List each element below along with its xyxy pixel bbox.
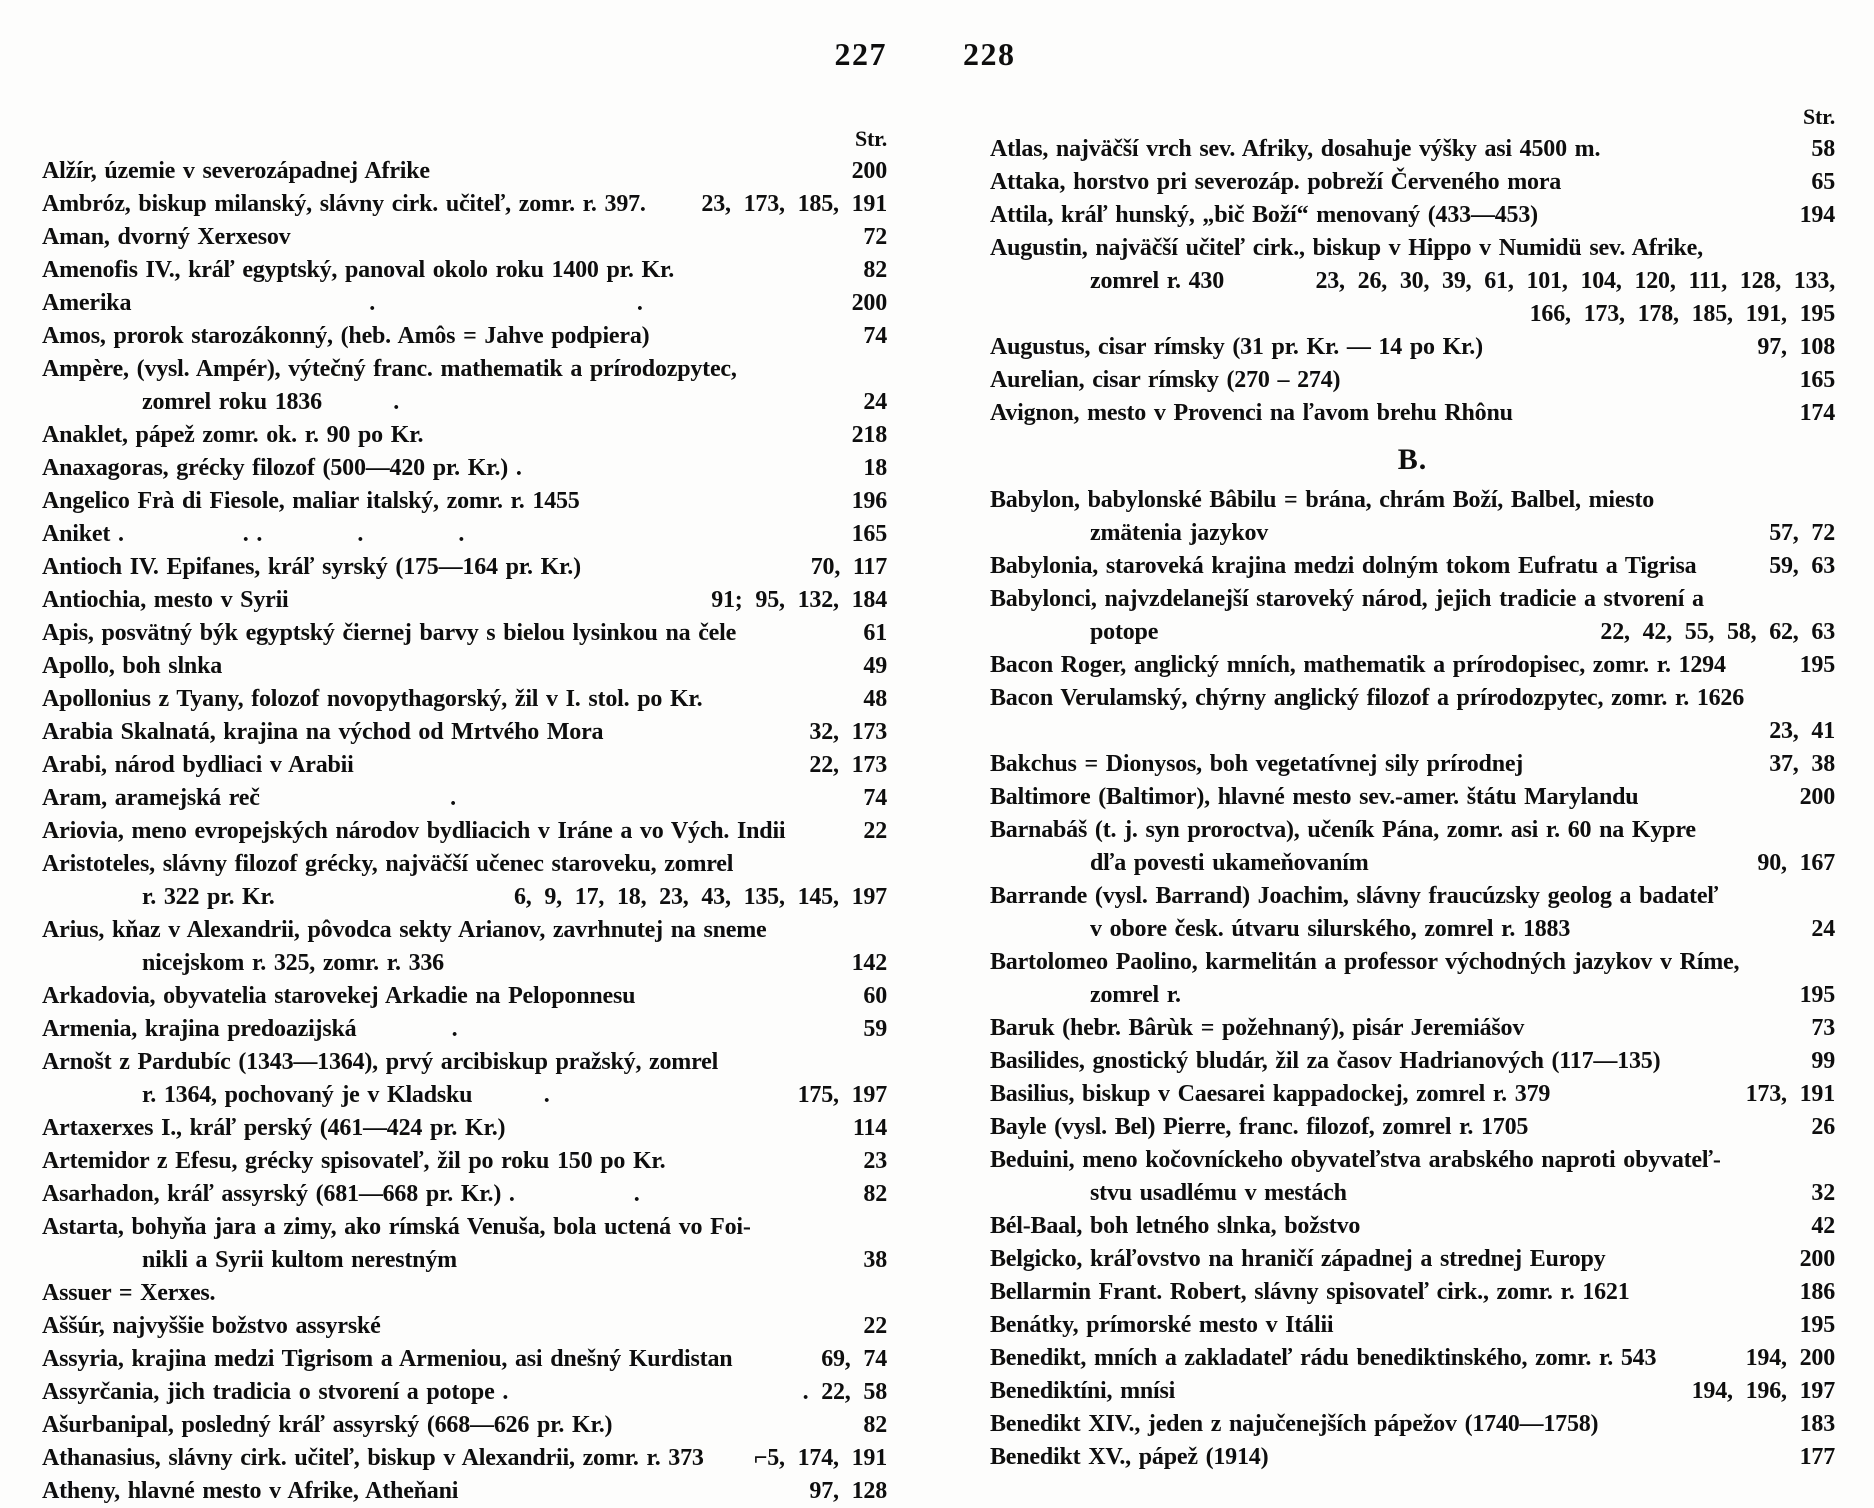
section-header: B. <box>1397 443 1428 476</box>
entry-text: Apis, posvätný býk egyptský čiernej barvy s bielou lysinkou na čele <box>42 620 737 646</box>
entry-text: nikli a Syrii kultom nerestným <box>142 1247 457 1273</box>
index-entry-line <box>42 1013 887 1046</box>
entry-page-numbers: 200 <box>1799 1246 1835 1272</box>
index-entry-line <box>42 1376 887 1409</box>
entry-text: stvu usadlému v mestách <box>1090 1180 1347 1206</box>
index-entry-line <box>42 1310 887 1343</box>
entry-page-numbers: 200 <box>851 158 887 184</box>
index-entry-line <box>990 682 1835 715</box>
entry-page-numbers: 195 <box>1799 652 1835 678</box>
entry-text: Antioch IV. Epifanes, kráľ syrský (175—164 pr. Kr.) <box>42 554 581 580</box>
entry-text: Athanasius, slávny cirk. učiteľ, biskup v Alexandrii, zomr. r. 373 <box>42 1445 704 1471</box>
entry-text: Benediktíni, mnísi <box>990 1378 1176 1404</box>
index-entries-left <box>42 155 887 1508</box>
index-entry-line <box>42 155 887 188</box>
index-entry-line <box>42 419 887 452</box>
entry-page-numbers: 218 <box>851 422 887 448</box>
entry-page-numbers: 142 <box>851 950 887 976</box>
index-entry-line <box>42 1145 887 1178</box>
entry-text: Babylonci, najvzdelanejší staroveký národ, jejich tradicie a stvorení a <box>990 586 1704 612</box>
entry-page-numbers: 32 <box>1811 1180 1835 1206</box>
entry-page-numbers: 99 <box>1811 1048 1835 1074</box>
entry-text: Ampère, (vysl. Ampér), výtečný franc. mathematik a prírodozpytec, <box>42 356 737 382</box>
entry-text: v obore česk. útvaru silurského, zomrel r. 1883 <box>1090 916 1571 942</box>
entry-page-numbers: 59, 63 <box>1769 553 1835 579</box>
index-entry-line <box>42 485 887 518</box>
index-entry-line <box>42 617 887 650</box>
entry-page-numbers: 177 <box>1799 1444 1835 1470</box>
entry-page-numbers: 6, 9, 17, 18, 23, 43, 135, 145, 197 <box>513 884 887 910</box>
index-entry-line <box>42 1277 887 1310</box>
entry-text: Bartolomeo Paolino, karmelitán a professor východných jazykov v Ríme, <box>990 949 1740 975</box>
index-entry-line <box>990 715 1835 748</box>
entry-text: Alžír, územie v severozápadnej Afrike <box>42 158 430 184</box>
entry-page-numbers: 70, 117 <box>810 554 887 580</box>
entry-text: Atlas, najväčší vrch sev. Afriky, dosahuje výšky asi 4500 m. <box>990 136 1601 162</box>
entry-text: Artemidor z Efesu, grécky spisovateľ, žil po roku 150 po Kr. <box>42 1148 666 1174</box>
entry-text: Bellarmin Frant. Robert, slávny spisovateľ cirk., zomr. r. 1621 <box>990 1279 1630 1305</box>
index-entry-line <box>990 1408 1835 1441</box>
entry-text: Assuer = Xerxes. <box>42 1280 216 1306</box>
index-entry-line <box>42 551 887 584</box>
entry-page-numbers: . 22, 58 <box>802 1379 887 1405</box>
entry-page-numbers: 194 <box>1799 202 1835 228</box>
page-number-right: 228 <box>963 36 1016 72</box>
entry-page-numbers: 90, 167 <box>1757 850 1835 876</box>
entry-text: Benátky, prímorské mesto v Itálii <box>990 1312 1334 1338</box>
entry-page-numbers: 22, 42, 55, 58, 62, 63 <box>1600 619 1835 645</box>
index-entry-line <box>42 1211 887 1244</box>
index-entry-line <box>42 683 887 716</box>
entry-page-numbers: 73 <box>1811 1015 1835 1041</box>
index-entry-line <box>990 748 1835 781</box>
entry-page-numbers: 60 <box>863 983 887 1009</box>
str-column-label-left: Str. <box>854 126 887 151</box>
index-entry-line <box>990 1144 1835 1177</box>
entry-page-numbers: 82 <box>863 257 887 283</box>
index-entry-line <box>42 1079 887 1112</box>
entry-page-numbers: 165 <box>851 521 887 547</box>
entry-page-numbers: 194, 196, 197 <box>1691 1378 1835 1404</box>
entry-page-numbers: 48 <box>863 686 887 712</box>
entry-page-numbers: 194, 200 <box>1745 1345 1835 1371</box>
entry-text: Aniket . . . . . <box>42 521 465 547</box>
index-entry-line <box>990 265 1835 298</box>
index-entry-line <box>990 364 1835 397</box>
entry-text: Baruk (hebr. Bârùk = požehnaný), pisár Jeremiášov <box>990 1015 1525 1041</box>
index-entry-line <box>42 716 887 749</box>
entry-text: Angelico Frà di Fiesole, maliar italský, zomr. r. 1455 <box>42 488 580 514</box>
entry-text: potope <box>1090 619 1159 645</box>
entry-page-numbers: 37, 38 <box>1769 751 1835 777</box>
entry-text: Assyrčania, jich tradicia o stvorení a potope . <box>42 1379 509 1405</box>
index-entry-line <box>990 1045 1835 1078</box>
index-entry-line <box>42 1475 887 1508</box>
entry-text: Aman, dvorný Xerxesov <box>42 224 291 250</box>
index-entry-line <box>990 1210 1835 1243</box>
entry-text: Arkadovia, obyvatelia starovekej Arkadie na Peloponnesu <box>42 983 636 1009</box>
entry-page-numbers: 57, 72 <box>1769 520 1835 546</box>
entry-page-numbers: 175, 197 <box>797 1082 887 1108</box>
entry-page-numbers: 183 <box>1799 1411 1835 1437</box>
entry-text: zmätenia jazykov <box>1090 520 1269 546</box>
entry-text: nicejskom r. 325, zomr. r. 336 <box>142 950 444 976</box>
entry-text: Arnošt z Pardubíc (1343—1364), prvý arcibiskup pražský, zomrel <box>42 1049 719 1075</box>
entry-page-numbers: 22 <box>863 818 887 844</box>
entry-text: Assyria, krajina medzi Tigrisom a Armeniou, asi dnešný Kurdistan <box>42 1346 733 1372</box>
index-entry-line <box>990 1078 1835 1111</box>
index-entry-line <box>42 1409 887 1442</box>
entry-page-numbers: 59 <box>863 1016 887 1042</box>
index-entry-line <box>42 914 887 947</box>
index-entry-line <box>42 386 887 419</box>
entry-text: Augustus, cisar rímsky (31 pr. Kr. — 14 po Kr.) <box>990 334 1483 360</box>
entry-text: Apollo, boh slnka <box>42 653 223 679</box>
entry-text: Asarhadon, kráľ assyrský (681—668 pr. Kr.) . . <box>42 1181 640 1207</box>
entry-text: Amenofis IV., kráľ egyptský, panoval okolo roku 1400 pr. Kr. <box>42 257 675 283</box>
index-entry-line <box>42 287 887 320</box>
entry-text: Aššúr, najvyššie božstvo assyrské <box>42 1313 381 1339</box>
entry-page-numbers: 26 <box>1811 1114 1835 1140</box>
entry-page-numbers: 65 <box>1811 169 1835 195</box>
index-entry-line <box>990 199 1835 232</box>
entry-text: Bacon Verulamský, chýrny anglický filozof a prírodozpytec, zomr. r. 1626 <box>990 685 1745 711</box>
entry-text: Aurelian, cisar rímsky (270 – 274) <box>990 367 1341 393</box>
entry-text: zomrel r. <box>1090 982 1181 1008</box>
index-entry-line <box>990 946 1835 979</box>
entry-page-numbers: 22 <box>863 1313 887 1339</box>
entry-text: Artaxerxes I., kráľ perský (461—424 pr. Kr.) <box>42 1115 506 1141</box>
index-entry-line <box>990 133 1835 166</box>
entry-page-numbers: 165 <box>1799 367 1835 393</box>
entry-page-numbers: 61 <box>863 620 887 646</box>
entry-page-numbers: 23, 41 <box>1769 718 1835 744</box>
entry-text: Attila, kráľ hunský, „bič Boží“ menovaný (433—453) <box>990 202 1538 228</box>
index-entry-line <box>42 320 887 353</box>
entry-text: Astarta, bohyňa jara a zimy, ako rímská Venuša, bola uctená vo Foi- <box>42 1214 751 1240</box>
index-column-left <box>42 122 887 1508</box>
index-column-right <box>990 100 1835 1474</box>
index-entry-line <box>990 1309 1835 1342</box>
entry-text: Ariovia, meno evropejských národov bydliacich v Iráne a vo Vých. Indii <box>42 818 786 844</box>
entry-text: Benedikt XV., pápež (1914) <box>990 1444 1269 1470</box>
entry-page-numbers: 22, 173 <box>809 752 887 778</box>
index-entry-line <box>42 980 887 1013</box>
index-entry-line <box>990 1276 1835 1309</box>
index-entry-line <box>42 353 887 386</box>
index-entry-line <box>990 1177 1835 1210</box>
entry-page-numbers: 23, 26, 30, 39, 61, 101, 104, 120, 111, 128, 133, <box>1315 268 1835 294</box>
entry-text: Babylon, babylonské Bâbilu = brána, chrám Boží, Balbel, miesto <box>990 487 1655 513</box>
entry-page-numbers: 91; 95, 132, 184 <box>711 587 887 613</box>
index-entry-line <box>42 1046 887 1079</box>
entry-page-numbers: 74 <box>863 323 887 349</box>
entry-page-numbers: 200 <box>1799 784 1835 810</box>
entry-text: Arabia Skalnatá, krajina na východ od Mrtvého Mora <box>42 719 604 745</box>
entry-text: Baltimore (Baltimor), hlavné mesto sev.-amer. štátu Marylandu <box>990 784 1639 810</box>
index-entry-line <box>42 221 887 254</box>
index-entry-line <box>990 979 1835 1012</box>
index-entry-line <box>42 1343 887 1376</box>
entry-page-numbers: 114 <box>852 1115 887 1141</box>
index-entry-line <box>990 1342 1835 1375</box>
index-entry-line <box>990 847 1835 880</box>
entry-text: Ambróz, biskup milanský, slávny cirk. učiteľ, zomr. r. 397. <box>42 191 646 217</box>
index-entry-line <box>990 814 1835 847</box>
index-entry-line <box>42 254 887 287</box>
entry-text: Bél-Baal, boh letného slnka, božstvo <box>990 1213 1361 1239</box>
index-entry-line <box>42 1442 887 1475</box>
entry-page-numbers: 23 <box>863 1148 887 1174</box>
entry-text: Basilius, biskup v Caesarei kappadockej, zomrel r. 379 <box>990 1081 1551 1107</box>
index-entry-line <box>990 232 1835 265</box>
entry-page-numbers: 18 <box>863 455 887 481</box>
entry-page-numbers: 196 <box>851 488 887 514</box>
entry-page-numbers: 42 <box>1811 1213 1835 1239</box>
entry-page-numbers: 200 <box>851 290 887 316</box>
entry-text: Amerika . . <box>42 290 643 316</box>
index-entry-line <box>990 880 1835 913</box>
index-entry-line <box>990 484 1835 517</box>
entry-text: Atheny, hlavné mesto v Afrike, Atheňani <box>42 1478 459 1504</box>
index-entry-line <box>990 397 1835 430</box>
entry-text: Antiochia, mesto v Syrii <box>42 587 289 613</box>
entry-text: Attaka, horstvo pri severozáp. pobreží Červeného mora <box>990 169 1562 195</box>
index-entry-line <box>990 616 1835 649</box>
entry-text: dľa povesti ukameňovaním <box>1090 850 1369 876</box>
entry-page-numbers: ⌐5, 174, 191 <box>753 1445 887 1471</box>
entry-text: Augustin, najväčší učiteľ cirk., biskup v Hippo v Numidü sev. Afrike, <box>990 235 1703 261</box>
entry-text: Barnabáš (t. j. syn proroctva), učeník Pána, zomr. asi r. 60 na Kypre <box>990 817 1696 843</box>
index-entry-line <box>42 584 887 617</box>
index-entry-line <box>42 782 887 815</box>
entry-page-numbers: 173, 191 <box>1745 1081 1835 1107</box>
index-entry-line <box>990 649 1835 682</box>
entry-page-numbers: 32, 173 <box>809 719 887 745</box>
index-entry-line <box>42 452 887 485</box>
str-column-label-right: Str. <box>1802 104 1835 129</box>
index-entry-line <box>42 518 887 551</box>
index-entry-line <box>42 815 887 848</box>
entry-page-numbers: 24 <box>863 389 887 415</box>
entry-text: Benedikt, mních a zakladateľ rádu benediktinského, zomr. r. 543 <box>990 1345 1657 1371</box>
index-entry-line <box>42 881 887 914</box>
entry-text: Avignon, mesto v Provenci na ľavom brehu Rhônu <box>990 400 1513 426</box>
entry-page-numbers: 69, 74 <box>821 1346 887 1372</box>
entry-text: Benedikt XIV., jeden z najučenejších pápežov (1740—1758) <box>990 1411 1599 1437</box>
entry-page-numbers: 82 <box>863 1412 887 1438</box>
index-entry-line <box>990 913 1835 946</box>
index-entry-line <box>42 188 887 221</box>
index-entry-line <box>990 1243 1835 1276</box>
index-entry-line <box>42 650 887 683</box>
entry-page-numbers: 195 <box>1799 982 1835 1008</box>
entry-page-numbers: 97, 108 <box>1757 334 1835 360</box>
entry-text: r. 1364, pochovaný je v Kladsku . <box>142 1082 550 1108</box>
index-entry-line <box>990 781 1835 814</box>
index-entry-line <box>990 550 1835 583</box>
entry-text: Apollonius z Tyany, folozof novopythagorský, žil v I. stol. po Kr. <box>42 686 703 712</box>
index-entry-line <box>42 1112 887 1145</box>
entry-page-numbers: 72 <box>863 224 887 250</box>
entry-page-numbers: 74 <box>863 785 887 811</box>
entry-text: Ašurbanipal, posledný kráľ assyrský (668—626 pr. Kr.) <box>42 1412 613 1438</box>
index-entry-line <box>42 749 887 782</box>
entry-text: zomrel r. 430 <box>1090 268 1225 294</box>
index-entry-line <box>990 1012 1835 1045</box>
entry-text: Arius, kňaz v Alexandrii, pôvodca sekty Arianov, zavrhnutej na sneme <box>42 917 767 943</box>
entry-text: Anaklet, pápež zomr. ok. r. 90 po Kr. <box>42 422 424 448</box>
index-entry-line <box>42 947 887 980</box>
entry-page-numbers: 49 <box>863 653 887 679</box>
entry-text: Bayle (vysl. Bel) Pierre, franc. filozof, zomrel r. 1705 <box>990 1114 1529 1140</box>
entry-page-numbers: 166, 173, 178, 185, 191, 195 <box>1529 301 1835 327</box>
index-entry-line <box>990 517 1835 550</box>
entry-page-numbers: 24 <box>1811 916 1835 942</box>
index-entry-line <box>990 1375 1835 1408</box>
entry-text: Aristoteles, slávny filozof grécky, najväčší učenec staroveku, zomrel <box>42 851 734 877</box>
entry-text: Bacon Roger, anglický mních, mathematik a prírodopisec, zomr. r. 1294 <box>990 652 1726 678</box>
entry-page-numbers: 97, 128 <box>809 1478 887 1504</box>
entry-text: r. 322 pr. Kr. <box>142 884 275 910</box>
entry-page-numbers: 174 <box>1799 400 1835 426</box>
index-entry-line <box>42 848 887 881</box>
entry-page-numbers: 195 <box>1799 1312 1835 1338</box>
entry-text: Aram, aramejská reč . <box>42 785 456 811</box>
index-entry-line <box>990 1111 1835 1144</box>
entry-text: Barrande (vysl. Barrand) Joachim, slávny fraucúzsky geolog a badateľ <box>990 883 1719 909</box>
entry-text: Belgicko, kráľovstvo na hraničí západnej a strednej Europy <box>990 1246 1606 1272</box>
index-entry-line <box>990 1441 1835 1474</box>
entry-page-numbers: 186 <box>1799 1279 1835 1305</box>
entry-text: Beduini, meno kočovníckeho obyvateľstva arabského naproti obyvateľ- <box>990 1147 1721 1173</box>
index-entry-line <box>990 331 1835 364</box>
entry-text: Arabi, národ bydliaci v Arabii <box>42 752 354 778</box>
entry-text: Anaxagoras, grécky filozof (500—420 pr. Kr.) . <box>42 455 522 481</box>
entry-page-numbers: 38 <box>863 1247 887 1273</box>
page-number-left: 227 <box>834 36 887 72</box>
index-entry-line <box>990 583 1835 616</box>
index-entry-line <box>42 1244 887 1277</box>
index-entry-line <box>990 298 1835 331</box>
entry-page-numbers: 23, 173, 185, 191 <box>701 191 887 217</box>
index-entry-line <box>990 166 1835 199</box>
entry-text: Bakchus = Dionysos, boh vegetatívnej sily prírodnej <box>990 751 1524 777</box>
entry-text: Amos, prorok starozákonný, (heb. Amôs = Jahve podpiera) <box>42 323 650 349</box>
index-entries-right <box>990 133 1835 1474</box>
entry-page-numbers: 58 <box>1811 136 1835 162</box>
index-entry-line <box>42 1178 887 1211</box>
entry-text: Babylonia, staroveká krajina medzi dolným tokom Eufratu a Tigrisa <box>990 553 1697 579</box>
entry-page-numbers: 82 <box>863 1181 887 1207</box>
entry-text: Armenia, krajina predoazijská . <box>42 1016 458 1042</box>
entry-text: Basilides, gnostický bludár, žil za časov Hadrianových (117—135) <box>990 1048 1661 1074</box>
entry-text: zomrel roku 1836 . <box>142 389 400 415</box>
